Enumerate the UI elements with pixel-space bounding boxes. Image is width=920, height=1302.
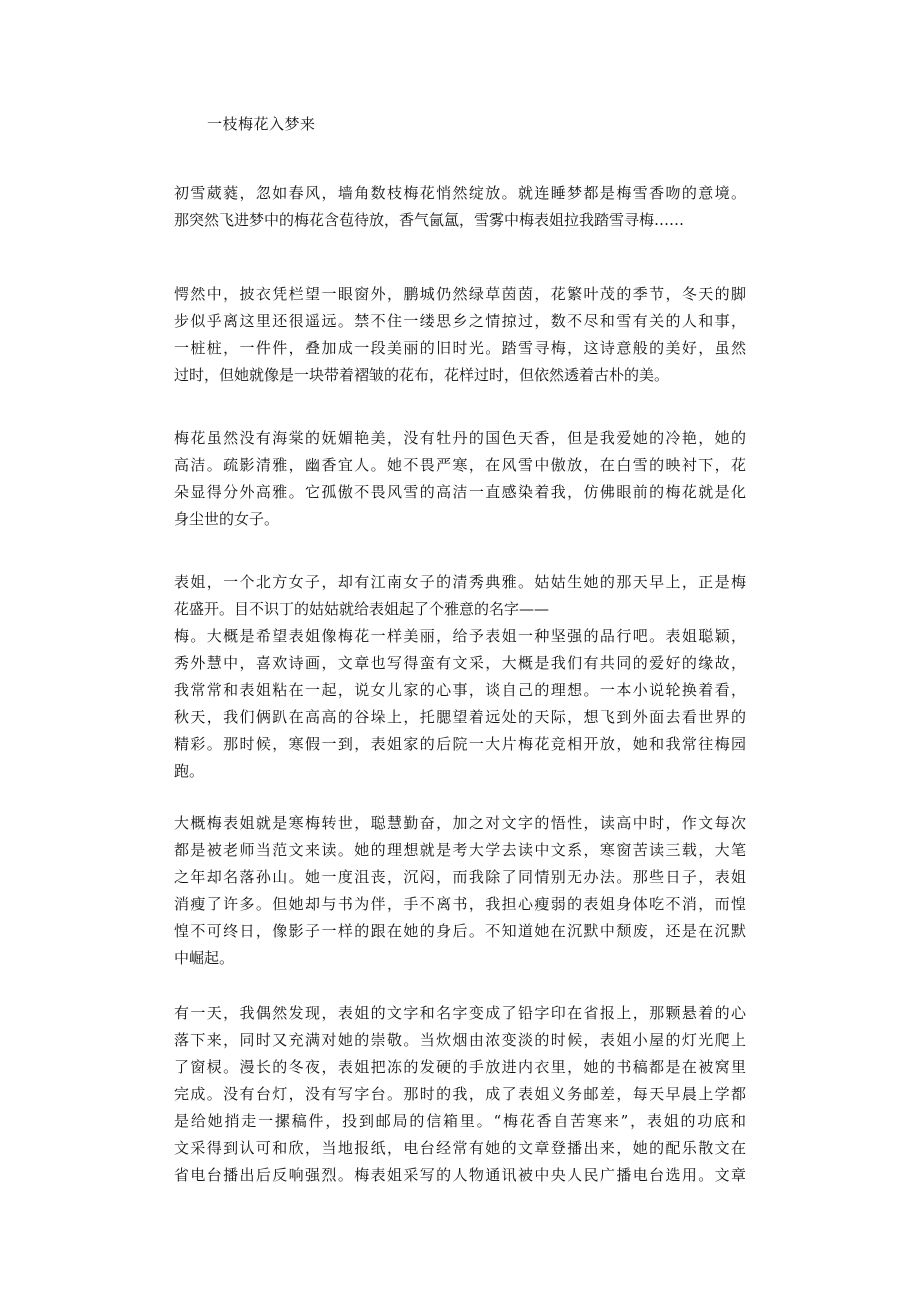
document-title: 一枝梅花入梦来 [207, 115, 316, 133]
paragraph-1 [174, 180, 746, 234]
paragraph-line: 梅。大概是希望表姐像梅花一样美丽，给予表姐一种坚强的品行吧。表姐聪颖， [174, 627, 746, 645]
paragraph-line: 消瘦了许多。但她却与书为伴，手不离书，我担心瘦弱的表姐身体吃不消，而惶 [174, 895, 746, 913]
paragraph-line: 完成。没有台灯，没有写字台。那时的我，成了表姐义务邮差，每天早晨上学都 [174, 1085, 746, 1103]
paragraph-line: 文采得到认可和欣，当地报纸，电台经常有她的文章登播出来，她的配乐散文在 [174, 1139, 746, 1157]
paragraph-line: 了窗棂。漫长的冬夜，表姐把冻的发硬的手放进内衣里，她的书稿都是在被窝里 [174, 1058, 746, 1076]
paragraph-line: 步似乎离这里还很遥远。禁不住一缕思乡之情掠过，数不尽和雪有关的人和事， [174, 312, 746, 330]
paragraph-line: 省电台播出后反响强烈。梅表姐采写的人物通讯被中央人民广播电台选用。文章 [174, 1166, 746, 1184]
paragraph-line: 花盛开。目不识丁的姑姑就给表姐起了个雅意的名字—— [174, 600, 550, 618]
paragraph-line: 朵显得分外高雅。它孤傲不畏风雪的高洁一直感染着我，仿佛眼前的梅花就是化 [174, 483, 746, 501]
paragraph-line: 愕然中，披衣凭栏望一眼窗外，鹏城仍然绿草茵茵，花繁叶茂的季节，冬天的脚 [174, 285, 746, 303]
paragraph-line: 表姐，一个北方女子，却有江南女子的清秀典雅。姑姑生她的那天早上，正是梅 [174, 573, 746, 591]
paragraph-line: 过时，但她就像是一块带着褶皱的花布，花样过时，但依然透着古朴的美。 [174, 366, 670, 384]
paragraph-line: 落下来，同时又充满对她的崇敬。当炊烟由浓变淡的时候，表姐小屋的灯光爬上 [174, 1031, 746, 1049]
paragraph-line: 大概梅表姐就是寒梅转世，聪慧勤奋，加之对文字的悟性，读高中时，作文每次 [174, 814, 746, 832]
paragraph-2 [174, 281, 746, 389]
paragraph-line: 精彩。那时候，寒假一到，表姐家的后院一大片梅花竞相开放，她和我常往梅园 [174, 735, 746, 753]
paragraph-6 [174, 1000, 746, 1189]
paragraph-line: 身尘世的女子。 [174, 510, 280, 528]
paragraph-line: 都是被老师当范文来读。她的理想就是考大学去读中文系，寒窗苦读三载，大笔 [174, 841, 746, 859]
paragraph-line: 跑。 [174, 762, 205, 780]
paragraph-line: 那突然飞进梦中的梅花含苞待放，香气氤氲，雪雾中梅表姐拉我踏雪寻梅…… [174, 211, 685, 229]
paragraph-line: 秀外慧中，喜欢诗画，文章也写得蛮有文采，大概是我们有共同的爱好的缘故， [174, 654, 746, 672]
paragraph-line: 之年却名落孙山。她一度沮丧，沉闷，而我除了同情别无办法。那些日子，表姐 [174, 868, 746, 886]
paragraph-line: 秋天，我们俩趴在高高的谷垛上，托腮望着远处的天际，想飞到外面去看世界的 [174, 708, 746, 726]
paragraph-line: 梅花虽然没有海棠的妩媚艳美，没有牡丹的国色天香，但是我爱她的冷艳，她的 [174, 429, 746, 447]
paragraph-line: 一桩桩，一件件，叠加成一段美丽的旧时光。踏雪寻梅，这诗意般的美好，虽然 [174, 339, 746, 357]
paragraph-line: 中崛起。 [174, 949, 235, 967]
paragraph-4 [174, 569, 746, 785]
paragraph-line: 是给她捎走一摞稿件，投到邮局的信箱里。“梅花香自苦寒来”，表姐的功底和 [174, 1112, 746, 1130]
paragraph-line: 惶不可终日，像影子一样的跟在她的身后。不知道她在沉默中颓废，还是在沉默 [174, 922, 746, 940]
paragraph-3 [174, 425, 746, 533]
paragraph-line: 有一天，我偶然发现，表姐的文字和名字变成了铅字印在省报上，那颗悬着的心 [174, 1004, 746, 1022]
paragraph-line: 我常常和表姐粘在一起，说女儿家的心事，谈自己的理想。一本小说轮换着看， [174, 681, 746, 699]
paragraph-line: 初雪葳蕤，忽如春风，墙角数枝梅花悄然绽放。就连睡梦都是梅雪香吻的意境。 [174, 184, 746, 202]
paragraph-line: 高洁。疏影清雅，幽香宜人。她不畏严寒，在风雪中傲放，在白雪的映衬下，花 [174, 456, 746, 474]
paragraph-5 [174, 810, 746, 972]
